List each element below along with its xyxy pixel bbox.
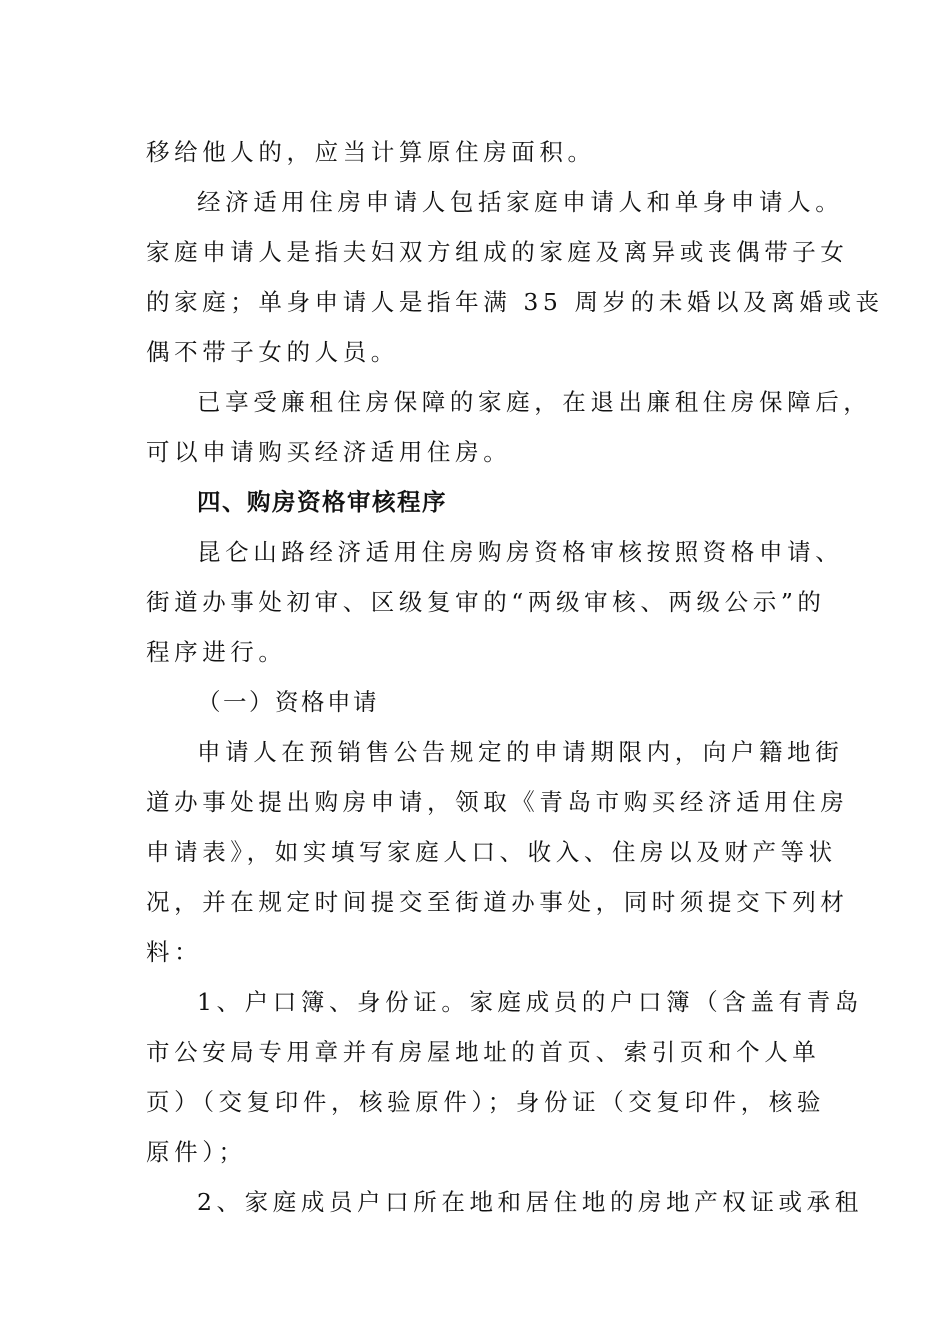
text-line: 经济适用住房申请人包括家庭申请人和单身申请人。 xyxy=(197,188,844,216)
text-line: 偶不带子女的人员。 xyxy=(146,338,399,366)
text-line: 街道办事处初审、区级复审的“两级审核、两级公示”的 xyxy=(146,588,826,616)
text-line: 程序进行。 xyxy=(146,638,287,666)
text-line: 市公安局专用章并有房屋地址的首页、索引页和个人单 xyxy=(146,1038,821,1066)
text-line: 原件）； xyxy=(146,1138,247,1166)
section-heading: 四、购房资格审核程序 xyxy=(197,488,447,516)
text-line: 页）（交复印件，核验原件）；身份证（交复印件，核验 xyxy=(146,1088,825,1116)
text-line: 1、户口簿、身份证。家庭成员的户口簿（含盖有青岛 xyxy=(197,988,863,1016)
text-line: 料： xyxy=(146,938,203,966)
text-line: 移给他人的，应当计算原住房面积。 xyxy=(146,138,596,166)
text-line: 申请人在预销售公告规定的申请期限内，向户籍地街 xyxy=(197,738,844,766)
text-line: 可以申请购买经济适用住房。 xyxy=(146,438,512,466)
text-line: 的家庭；单身申请人是指年满 35 周岁的未婚以及离婚或丧 xyxy=(146,288,884,316)
text-line: 2、家庭成员户口所在地和居住地的房地产权证或承租 xyxy=(197,1188,863,1216)
text-line: 况，并在规定时间提交至街道办事处，同时须提交下列材 xyxy=(146,888,849,916)
subsection-heading: （一）资格申请 xyxy=(197,688,379,716)
text-line: 家庭申请人是指夫妇双方组成的家庭及离异或丧偶带子女 xyxy=(146,238,849,266)
text-line: 申请表》，如实填写家庭人口、收入、住房以及财产等状 xyxy=(146,838,837,866)
text-line: 昆仑山路经济适用住房购房资格审核按照资格申请、 xyxy=(197,538,844,566)
text-line: 已享受廉租住房保障的家庭，在退出廉租住房保障后， xyxy=(197,388,872,416)
text-line: 道办事处提出购房申请，领取《青岛市购买经济适用住房 xyxy=(146,788,849,816)
